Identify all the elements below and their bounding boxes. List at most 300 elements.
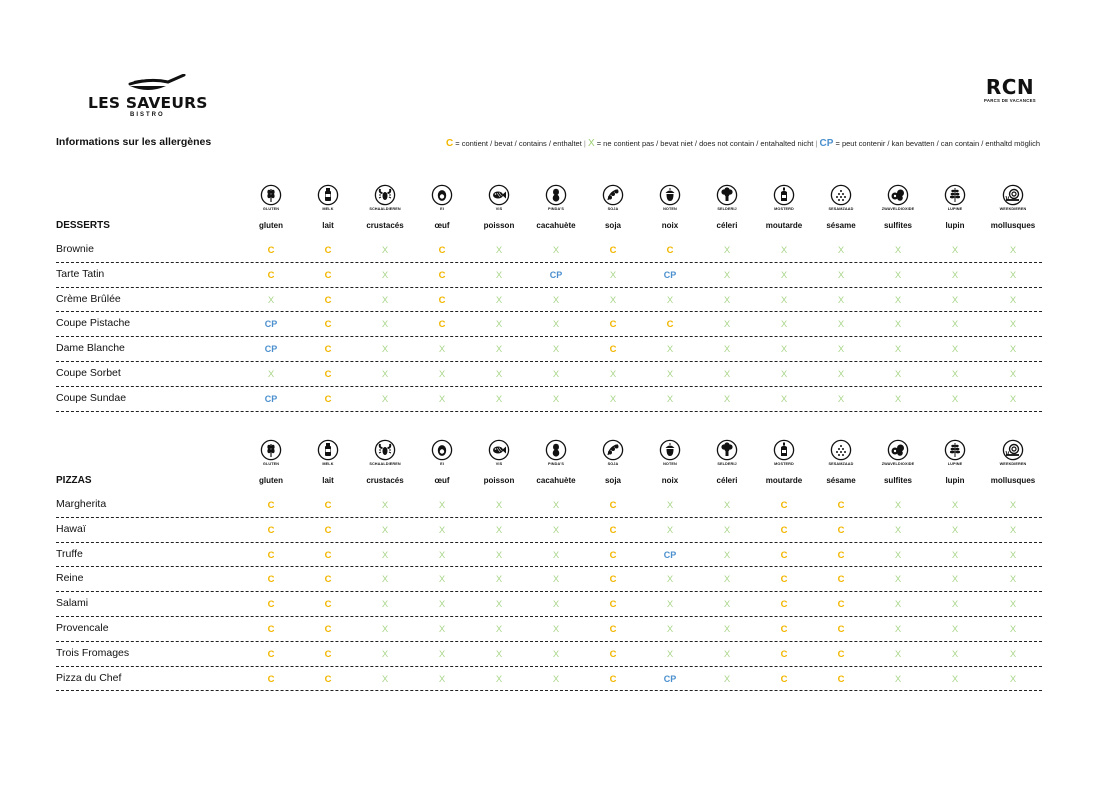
allergen-value-cell: X	[1009, 673, 1017, 685]
allergen-code-label: SESAMZAAD	[828, 207, 854, 211]
allergen-value-cell: C	[438, 294, 446, 306]
allergen-value-cell: X	[381, 623, 389, 635]
allergen-value-cell: X	[894, 524, 902, 536]
allergen-value-cell: X	[438, 549, 446, 561]
allergen-value-cell: C	[324, 500, 332, 511]
allergen-icon-cell	[585, 439, 641, 466]
egg-icon	[431, 439, 453, 461]
allergen-value-cell: X	[495, 673, 503, 685]
allergen-value-cell: X	[552, 623, 560, 635]
allergen-value-cell: X	[894, 294, 902, 306]
allergen-icon-cell	[756, 439, 812, 466]
lupin-icon	[944, 439, 966, 461]
legend-sep: |	[815, 139, 818, 148]
allergen-value-cell: X	[951, 623, 959, 635]
frying-pan-icon	[128, 74, 188, 94]
allergen-value-cell: X	[666, 368, 674, 380]
dish-table	[56, 493, 1042, 691]
allergen-value-cell: X	[837, 368, 845, 380]
brand-sub: BISTRO	[130, 112, 165, 118]
allergen-code-label: SESAMZAAD	[828, 462, 854, 466]
allergen-value-cell: X	[495, 500, 503, 511]
allergen-value-cell: C	[324, 673, 332, 685]
allergen-value-cell: X	[780, 294, 788, 306]
allergen-value-cell: X	[1009, 245, 1017, 256]
allergen-value-cell: C	[837, 549, 845, 561]
allergen-value-cell: X	[1009, 269, 1017, 281]
allergen-value-cell: X	[381, 269, 389, 281]
table-row	[56, 592, 1042, 617]
legend-x-text: = ne contient pas / bevat niet / does not contain / entahalted nicht	[596, 139, 814, 148]
allergen-value-cell: C	[780, 623, 788, 635]
allergen-value-cell: X	[1009, 549, 1017, 561]
allergen-value-cell: C	[267, 648, 275, 660]
section-header-row	[56, 220, 1042, 234]
allergen-value-cell: C	[780, 574, 788, 586]
allergen-value-cell: X	[666, 294, 674, 306]
allergen-value-cell: X	[1009, 648, 1017, 660]
allergen-code-label: PINDA'S	[548, 207, 564, 211]
page-title: Informations sur les allergènes	[56, 136, 212, 148]
allergen-value-cell: X	[438, 368, 446, 380]
allergen-value-cell: X	[381, 500, 389, 511]
allergen-value-cell: X	[780, 344, 788, 356]
allergen-value-cell: X	[381, 524, 389, 536]
allergen-value-cell: X	[438, 574, 446, 586]
allergen-column-name: céleri	[716, 476, 738, 485]
allergen-value-cell: X	[438, 524, 446, 536]
allergen-value-cell: X	[894, 245, 902, 256]
allergen-code-label: EI	[440, 462, 444, 466]
table-row	[56, 567, 1042, 592]
allergen-column-name: lait	[322, 221, 334, 230]
allergen-column-name: mollusques	[990, 221, 1036, 230]
allergen-value-cell: X	[552, 368, 560, 380]
lupin-icon	[944, 184, 966, 206]
allergen-value-cell: X	[438, 648, 446, 660]
table-row	[56, 263, 1042, 288]
dish-name: Trois Fromages	[56, 646, 130, 659]
allergen-icon-cell	[471, 184, 527, 211]
allergen-value-cell: C	[324, 269, 332, 281]
lobster-icon	[374, 439, 396, 461]
allergen-value-cell: X	[438, 500, 446, 511]
dish-name: Pizza du Chef	[56, 671, 122, 684]
allergen-value-cell: X	[1009, 319, 1017, 331]
allergen-value-cell: X	[552, 393, 560, 405]
allergen-value-cell: CP	[264, 393, 278, 404]
allergen-value-cell: X	[552, 574, 560, 586]
allergen-value-cell: X	[381, 393, 389, 405]
acorn-icon	[659, 184, 681, 206]
allergen-value-cell: C	[267, 673, 275, 685]
allergen-value-cell: X	[1009, 623, 1017, 635]
allergen-value-cell: X	[894, 599, 902, 611]
allergen-code-label: NOTEN	[663, 462, 677, 466]
allergen-value-cell: X	[666, 524, 674, 536]
dish-name: Coupe Pistache	[56, 317, 131, 330]
allergen-value-cell: X	[495, 623, 503, 635]
allergen-value-cell: X	[951, 368, 959, 380]
allergen-value-cell: CP	[549, 269, 563, 280]
allergen-value-cell: X	[495, 574, 503, 586]
allergen-value-cell: C	[324, 368, 332, 380]
allergen-column-name: poisson	[483, 221, 515, 230]
allergen-column-name: œuf	[434, 221, 450, 230]
allergen-icon-cell	[414, 184, 470, 211]
allergen-value-cell: C	[666, 245, 674, 256]
allergen-icon-cell	[357, 184, 413, 211]
allergen-value-cell: X	[552, 549, 560, 561]
allergen-code-label: SCHAALDIEREN	[369, 207, 401, 211]
allergen-value-cell: X	[1009, 599, 1017, 611]
allergen-value-cell: X	[552, 319, 560, 331]
allergen-value-cell: C	[780, 549, 788, 561]
acorn-icon	[659, 439, 681, 461]
allergen-value-cell: X	[552, 294, 560, 306]
dish-name: Coupe Sorbet	[56, 366, 121, 379]
allergen-column-name: moutarde	[765, 221, 803, 230]
dish-name: Margherita	[56, 498, 107, 510]
allergen-value-cell: X	[837, 344, 845, 356]
allergen-value-cell: C	[438, 269, 446, 281]
allergen-value-cell: C	[837, 623, 845, 635]
rcn-logo	[980, 76, 1040, 103]
allergen-value-cell: X	[723, 549, 731, 561]
allergen-value-cell: X	[495, 368, 503, 380]
allergen-icon-cell	[300, 439, 356, 466]
allergen-icon-cell	[357, 439, 413, 466]
allergen-value-cell: X	[837, 269, 845, 281]
allergen-value-cell: C	[267, 623, 275, 635]
allergen-value-cell: C	[609, 673, 617, 685]
allergen-value-cell: C	[324, 245, 332, 256]
allergen-value-cell: X	[894, 648, 902, 660]
allergen-column-name: sésame	[826, 476, 856, 485]
dish-name: Crème Brûlée	[56, 292, 121, 305]
allergen-value-cell: X	[609, 269, 617, 281]
allergen-value-cell: X	[951, 599, 959, 611]
legend-cp-text: = peut contenir / kan bevatten / can contain / enthaltd möglich	[835, 139, 1040, 148]
allergen-icon-cell	[699, 184, 755, 211]
sulphite-icon	[887, 184, 909, 206]
allergen-value-cell: X	[723, 500, 731, 511]
soy-icon	[602, 439, 624, 461]
allergen-value-cell: C	[837, 500, 845, 511]
allergen-code-label: SOJA	[607, 207, 619, 211]
allergen-column-name: cacahuète	[536, 221, 576, 230]
legend	[446, 138, 1040, 149]
allergen-value-cell: X	[951, 294, 959, 306]
allergen-value-cell: X	[1009, 368, 1017, 380]
allergen-value-cell: C	[609, 344, 617, 356]
allergen-icon-cell	[870, 439, 926, 466]
allergen-column-name: noix	[661, 476, 679, 485]
dish-name: Dame Blanche	[56, 342, 125, 355]
allergen-value-cell: X	[951, 269, 959, 281]
allergen-value-cell: C	[267, 599, 275, 611]
allergen-value-cell: X	[552, 245, 560, 256]
allergen-icon-cell	[414, 439, 470, 466]
allergen-code-label: GLUTEN	[262, 462, 280, 466]
bistro-logo	[88, 74, 208, 122]
allergen-value-cell: X	[1009, 344, 1017, 356]
allergen-value-cell: X	[780, 368, 788, 380]
dish-name: Salami	[56, 597, 89, 610]
brand-name: LES SAVEURS	[88, 94, 208, 112]
allergen-value-cell: C	[780, 599, 788, 611]
allergen-value-cell: X	[894, 500, 902, 511]
allergen-value-cell: X	[894, 269, 902, 281]
celery-icon	[716, 439, 738, 461]
allergen-value-cell: C	[267, 549, 275, 561]
allergen-value-cell: X	[381, 599, 389, 611]
allergen-value-cell: C	[267, 500, 275, 511]
allergen-icon-cell	[927, 184, 983, 211]
egg-icon	[431, 184, 453, 206]
allergen-value-cell: C	[837, 673, 845, 685]
allergen-column-name: mollusques	[990, 476, 1036, 485]
allergen-column-name: soja	[604, 476, 621, 485]
allergen-value-cell: X	[837, 319, 845, 331]
allergen-value-cell: C	[324, 524, 332, 536]
wheat-icon	[260, 184, 282, 206]
allergen-value-cell: CP	[663, 549, 677, 560]
fish-icon	[488, 184, 510, 206]
milk-bottle-icon	[317, 439, 339, 461]
allergen-value-cell: X	[381, 245, 389, 256]
milk-bottle-icon	[317, 184, 339, 206]
allergen-value-cell: C	[267, 245, 275, 256]
allergen-value-cell: X	[723, 319, 731, 331]
allergen-column-name: poisson	[483, 476, 515, 485]
fish-icon	[488, 439, 510, 461]
allergen-value-cell: X	[495, 319, 503, 331]
allergen-value-cell: C	[837, 574, 845, 586]
allergen-code-label: GLUTEN	[262, 207, 280, 211]
legend-cp: CP	[819, 138, 834, 149]
allergen-value-cell: X	[495, 524, 503, 536]
allergen-value-cell: C	[837, 648, 845, 660]
allergen-value-cell: X	[723, 648, 731, 660]
allergen-column-name: crustacés	[366, 221, 404, 230]
allergen-value-cell: C	[267, 524, 275, 536]
allergen-column-name: soja	[604, 221, 621, 230]
allergen-icon-cell	[528, 439, 584, 466]
legend-sep: |	[583, 139, 586, 148]
allergen-value-cell: X	[495, 648, 503, 660]
allergen-column-name: céleri	[716, 221, 738, 230]
allergen-code-label: PINDA'S	[548, 462, 564, 466]
allergen-value-cell: C	[609, 623, 617, 635]
allergen-value-cell: X	[381, 344, 389, 356]
allergen-icon-cell	[756, 184, 812, 211]
legend-c: C	[445, 138, 454, 149]
allergen-value-cell: C	[780, 673, 788, 685]
allergen-icon-row	[56, 439, 1042, 471]
allergen-code-label: ZWAVELDIOXIDE	[881, 207, 915, 211]
allergen-icon-cell	[243, 439, 299, 466]
allergen-value-cell: X	[1009, 393, 1017, 405]
allergen-icon-cell	[813, 184, 869, 211]
allergen-value-cell: X	[1009, 524, 1017, 536]
allergen-value-cell: X	[951, 319, 959, 331]
dish-name: Brownie	[56, 243, 94, 255]
allergen-value-cell: C	[324, 393, 332, 405]
allergen-value-cell: X	[381, 574, 389, 586]
allergen-value-cell: C	[438, 319, 446, 331]
sulphite-icon	[887, 439, 909, 461]
soy-icon	[602, 184, 624, 206]
allergen-value-cell: C	[438, 245, 446, 256]
allergen-value-cell: X	[609, 294, 617, 306]
allergen-value-cell: X	[666, 648, 674, 660]
allergen-value-cell: X	[267, 368, 275, 380]
allergen-column-name: crustacés	[366, 476, 404, 485]
allergen-value-cell: X	[381, 319, 389, 331]
allergen-code-label: EI	[440, 207, 444, 211]
legend-c-text: = contient / bevat / contains / enthaltet	[455, 139, 582, 148]
dish-name: Coupe Sundae	[56, 391, 127, 404]
sesame-icon	[830, 439, 852, 461]
allergen-value-cell: C	[324, 344, 332, 356]
allergen-icon-cell	[243, 184, 299, 211]
allergen-code-label: WEEKDIEREN	[999, 462, 1027, 466]
table-row	[56, 362, 1042, 387]
allergen-value-cell: X	[951, 524, 959, 536]
allergen-value-cell: CP	[663, 269, 677, 280]
allergen-value-cell: X	[1009, 294, 1017, 306]
allergen-code-label: VIS	[495, 462, 503, 466]
rcn-sub: PARCS DE VACANCES	[984, 98, 1036, 103]
allergen-value-cell: C	[324, 549, 332, 561]
allergen-value-cell: X	[723, 294, 731, 306]
allergen-value-cell: X	[780, 393, 788, 405]
table-row	[56, 493, 1042, 518]
allergen-value-cell: X	[666, 500, 674, 511]
dish-name: Provencale	[56, 621, 109, 634]
section-title: PIZZAS	[56, 475, 92, 486]
allergen-icon-cell	[813, 439, 869, 466]
allergen-value-cell: X	[552, 524, 560, 536]
allergen-value-cell: X	[894, 393, 902, 405]
allergen-icon-cell	[642, 184, 698, 211]
allergen-value-cell: X	[951, 344, 959, 356]
allergen-value-cell: C	[837, 599, 845, 611]
dish-name: Tarte Tatin	[56, 267, 105, 280]
allergen-code-label: MOSTERD	[774, 207, 794, 211]
allergen-value-cell: C	[609, 574, 617, 586]
allergen-value-cell: X	[609, 368, 617, 380]
table-row	[56, 667, 1042, 692]
rcn-mark: RCN	[985, 75, 1035, 99]
allergen-column-name: noix	[661, 221, 679, 230]
peanut-icon	[545, 439, 567, 461]
allergen-value-cell: X	[381, 648, 389, 660]
allergen-value-cell: X	[495, 245, 503, 256]
table-row	[56, 312, 1042, 337]
allergen-value-cell: X	[552, 599, 560, 611]
mustard-bottle-icon	[773, 439, 795, 461]
allergen-value-cell: X	[666, 344, 674, 356]
table-row	[56, 288, 1042, 313]
allergen-column-name: moutarde	[765, 476, 803, 485]
allergen-code-label: MELK	[322, 462, 334, 466]
table-row	[56, 642, 1042, 667]
allergen-value-cell: CP	[264, 319, 278, 330]
allergen-value-cell: C	[609, 549, 617, 561]
allergen-value-cell: X	[894, 574, 902, 586]
allergen-value-cell: C	[780, 648, 788, 660]
sesame-icon	[830, 184, 852, 206]
allergen-icon-cell	[300, 184, 356, 211]
allergen-value-cell: X	[723, 368, 731, 380]
allergen-code-label: MELK	[322, 207, 334, 211]
allergen-value-cell: X	[552, 648, 560, 660]
allergen-value-cell: C	[609, 245, 617, 256]
allergen-code-label: MOSTERD	[774, 462, 794, 466]
allergen-value-cell: X	[381, 673, 389, 685]
allergen-value-cell: X	[495, 549, 503, 561]
allergen-value-cell: X	[438, 599, 446, 611]
allergen-code-label: ZWAVELDIOXIDE	[881, 462, 915, 466]
allergen-value-cell: X	[894, 549, 902, 561]
allergen-value-cell: X	[723, 524, 731, 536]
allergen-value-cell: X	[495, 269, 503, 281]
allergen-value-cell: C	[324, 294, 332, 306]
allergen-code-label: VIS	[495, 207, 503, 211]
allergen-column-name: lait	[322, 476, 334, 485]
allergen-value-cell: X	[438, 344, 446, 356]
allergen-column-name: lupin	[945, 221, 965, 230]
allergen-value-cell: X	[495, 393, 503, 405]
allergen-value-cell: X	[894, 623, 902, 635]
dish-name: Hawaï	[56, 522, 86, 535]
allergen-value-cell: C	[609, 524, 617, 536]
allergen-column-name: lupin	[945, 476, 965, 485]
allergen-value-cell: C	[837, 524, 845, 536]
allergen-icon-cell	[585, 184, 641, 211]
allergen-icon-cell	[985, 184, 1041, 211]
allergen-value-cell: X	[951, 549, 959, 561]
table-row	[56, 543, 1042, 568]
allergen-value-cell: X	[951, 245, 959, 256]
snail-icon	[1002, 439, 1024, 461]
allergen-value-cell: X	[552, 500, 560, 511]
allergen-icon-cell	[699, 439, 755, 466]
section-header-row	[56, 475, 1042, 489]
allergen-column-name: œuf	[434, 476, 450, 485]
allergen-value-cell: X	[894, 344, 902, 356]
allergen-value-cell: X	[1009, 574, 1017, 586]
dish-name: Truffe	[56, 547, 83, 560]
allergen-code-label: SELDERIJ	[717, 462, 737, 466]
allergen-value-cell: X	[552, 673, 560, 685]
allergen-column-name: sulfites	[883, 476, 912, 485]
table-row	[56, 238, 1042, 263]
allergen-value-cell: X	[723, 245, 731, 256]
legend-x: X	[587, 138, 595, 149]
allergen-icon-cell	[471, 439, 527, 466]
allergen-value-cell: X	[780, 245, 788, 256]
allergen-code-label: SELDERIJ	[717, 207, 737, 211]
allergen-value-cell: C	[666, 319, 674, 331]
allergen-value-cell: C	[609, 500, 617, 511]
allergen-value-cell: X	[837, 294, 845, 306]
allergen-icon-cell	[528, 184, 584, 211]
dish-table	[56, 238, 1042, 412]
table-row	[56, 387, 1042, 412]
